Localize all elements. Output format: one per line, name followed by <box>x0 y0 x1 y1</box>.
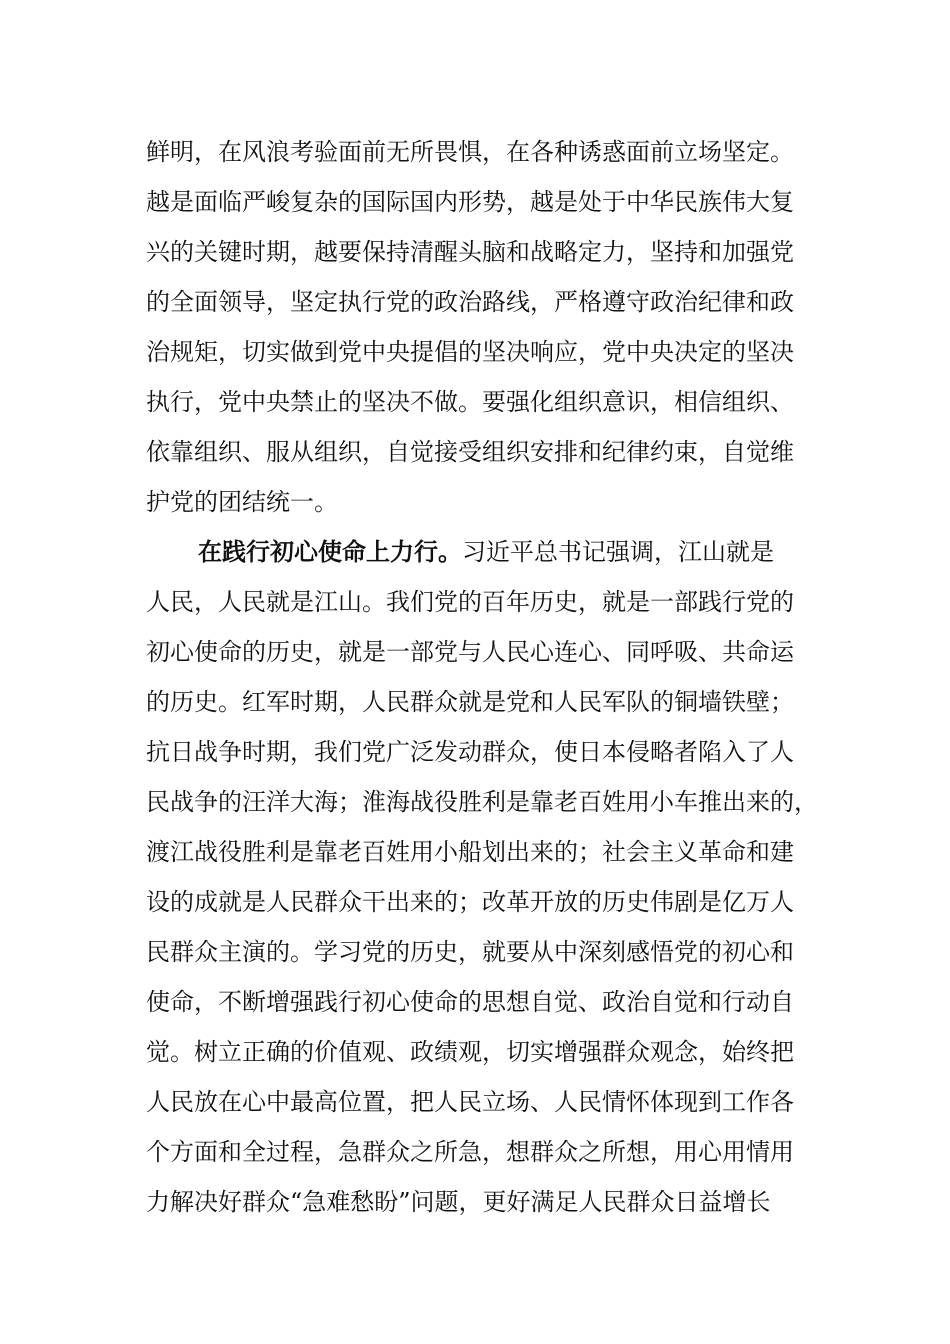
text-line: 设的成就是人民群众干出来的；改革开放的历史伟剧是亿万人 <box>146 888 794 916</box>
text-line: 执行，党中央禁止的坚决不做。要强化组织意识，相信组织、 <box>146 388 794 416</box>
text-line: 个方面和全过程，急群众之所急，想群众之所想，用心用情用 <box>146 1138 794 1166</box>
text-line: 民群众主演的。学习党的历史，就要从中深刻感悟党的初心和 <box>146 938 794 966</box>
paragraph-1 <box>146 127 806 527</box>
text-line: 力解决好群众“急难愁盼”问题，更好满足人民群众日益增长 <box>146 1188 771 1216</box>
paragraph-2 <box>146 527 818 1227</box>
text-line: 兴的关键时期，越要保持清醒头脑和战略定力，坚持和加强党 <box>146 238 794 266</box>
text-line: 护党的团结统一。 <box>146 488 338 516</box>
text-line: 觉。树立正确的价值观、政绩观，切实增强群众观念，始终把 <box>146 1038 794 1066</box>
text-span: 习近平总书记强调，江山就是 <box>462 538 774 566</box>
text-line: 使命，不断增强践行初心使命的思想自觉、政治自觉和行动自 <box>146 988 794 1016</box>
text-line: 人民放在心中最高位置，把人民立场、人民情怀体现到工作各 <box>146 1088 794 1116</box>
text-line: 的历史。红军时期，人民群众就是党和人民军队的铜墙铁壁； <box>146 688 794 716</box>
text-line: 民战争的汪洋大海；淮海战役胜利是靠老百姓用小车推出来的， <box>146 788 818 816</box>
body-text <box>146 127 818 1227</box>
text-line: 治规矩，切实做到党中央提倡的坚决响应，党中央决定的坚决 <box>146 338 794 366</box>
paragraph-first-line <box>146 527 806 577</box>
text-line: 渡江战役胜利是靠老百姓用小船划出来的；社会主义革命和建 <box>146 838 794 866</box>
paragraph-heading: 在践行初心使命上力行。 <box>198 537 462 566</box>
text-line: 依靠组织、服从组织，自觉接受组织安排和纪律约束，自觉维 <box>146 438 794 466</box>
text-line: 的全面领导，坚定执行党的政治路线，严格遵守政治纪律和政 <box>146 288 794 316</box>
text-line: 抗日战争时期，我们党广泛发动群众，使日本侵略者陷入了人 <box>146 738 794 766</box>
text-line: 人民，人民就是江山。我们党的百年历史，就是一部践行党的 <box>146 588 794 616</box>
text-line: 越是面临严峻复杂的国际国内形势，越是处于中华民族伟大复 <box>146 188 794 216</box>
text-line: 初心使命的历史，就是一部党与人民心连心、同呼吸、共命运 <box>146 638 794 666</box>
text-line: 鲜明，在风浪考验面前无所畏惧，在各种诱惑面前立场坚定。 <box>146 138 794 166</box>
